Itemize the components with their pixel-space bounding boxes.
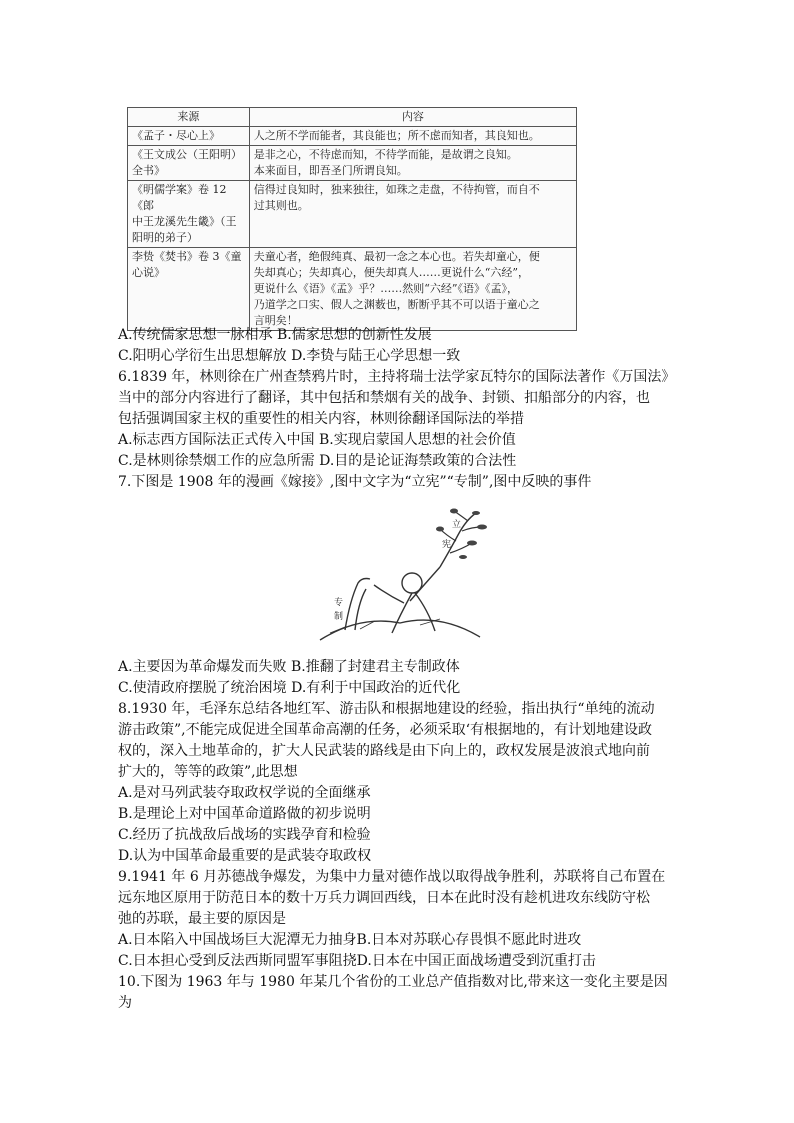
q10-stem-line-1: 10.下图为 1963 年与 1980 年某几个省份的工业总产值指数对比,带来这一变化主要是因 — [118, 974, 668, 990]
q5-options-ab: A.传统儒家思想一脉相承 B.儒家思想的创新性发展 — [118, 327, 432, 343]
q8-option-c: C.经历了抗战敌后战场的实践孕育和检验 — [118, 827, 371, 843]
content-cell: 夫童心者，绝假纯真、最初一念之本心也。若失却童心，便 失却真心；失却真心，便失却真人……更说什么“六经”， 更说什么《语》《孟》乎？……然则“六经”《语》《孟》， 乃道学之口实、假人之渊薮也，断断乎其不可以语于童心之 言明矣！ — [249, 248, 576, 331]
q9-options-ab: A.日本陷入中国战场巨大泥潭无力抽身B.日本对苏联心存畏惧不愿此时进攻 — [118, 932, 582, 948]
content-cell: 人之所不学而能者，其良能也；所不虑而知者，其良知也。 — [249, 127, 576, 146]
q10-stem-line-2: 为 — [118, 995, 132, 1011]
table-row — [128, 127, 577, 146]
q6-stem-line-2: 当中的部分内容进行了翻译，其中包括和禁烟有关的战争、封锁、扣船部分的内容，也 — [118, 390, 650, 406]
grafting-cartoon — [300, 505, 500, 645]
q8-stem-line-3: 权的，深入土地革命的，扩大人民武装的路线是由下向上的，政权发展是波浪式地向前 — [118, 743, 650, 759]
cartoon-label-constitution-2: 宪 — [442, 540, 452, 550]
content-cell: 是非之心，不待虑而知，不待学而能，是故谓之良知。 本来面目，即吾圣门所谓良知。 — [249, 146, 576, 181]
source-cell: 《明儒学案》卷 12《郎 中王龙溪先生畿》（王 阳明的弟子） — [128, 181, 250, 248]
source-content-table — [127, 107, 577, 331]
q7-options-cd: C.使清政府摆脱了统治困境 D.有利于中国政治的近代化 — [118, 680, 461, 696]
cartoon-label-autocracy-1: 专 — [334, 598, 344, 608]
header-content: 内容 — [249, 108, 576, 127]
q8-option-d: D.认为中国革命最重要的是武装夺取政权 — [118, 848, 372, 864]
q8-option-b: B.是理论上对中国革命道路做的初步说明 — [118, 806, 371, 822]
q8-stem-line-1: 8.1930 年，毛泽东总结各地红军、游击队和根据地建设的经验，指出执行“单纯的流动 — [118, 701, 655, 717]
q7-stem: 7.下图是 1908 年的漫画《嫁接》,图中文字为“立宪”“专制”,图中反映的事件 — [118, 474, 592, 490]
header-source: 来源 — [128, 108, 250, 127]
cartoon-label-constitution-1: 立 — [452, 520, 462, 530]
table-row — [128, 181, 577, 248]
q9-stem-line-3: 弛的苏联，最主要的原因是 — [118, 911, 286, 927]
q9-options-cd: C.日本担心受到反法西斯同盟军事阻挠D.日本在中国正面战场遭受到沉重打击 — [118, 953, 596, 969]
table-row — [128, 146, 577, 181]
source-cell: 李贽《焚书》卷 3《童 心说》 — [128, 248, 250, 331]
source-cell: 《孟子・尽心上》 — [128, 127, 250, 146]
cartoon-figure-body — [374, 567, 440, 633]
q6-options-ab: A.标志西方国际法正式传入中国 B.实现启蒙国人思想的社会价值 — [118, 432, 516, 448]
cartoon-label-autocracy-2: 制 — [334, 612, 344, 622]
q9-stem-line-2: 远东地区原用于防范日本的数十万兵力调回西线，日本在此时没有趁机进攻东线防守松 — [118, 890, 650, 906]
q8-option-a: A.是对马列武装夺取政权学说的全面继承 — [118, 785, 371, 801]
q7-options-ab: A.主要因为革命爆发而失败 B.推翻了封建君主专制政体 — [118, 659, 460, 675]
q9-stem-line-1: 9.1941 年 6 月苏德战争爆发，为集中力量对德作战以取得战争胜利，苏联将自己布置在 — [118, 869, 666, 885]
q6-options-cd: C.是林则徐禁烟工作的应急所需 D.目的是论证海禁政策的合法性 — [118, 453, 517, 469]
q6-stem-line-3: 包括强调国家主权的重要性的相关内容，林则徐翻译国际法的举措 — [118, 411, 524, 427]
source-cell: 《王文成公（王阳明） 全书》 — [128, 146, 250, 181]
table-row — [128, 248, 577, 331]
table-header-row — [128, 108, 577, 127]
q5-options-cd: C.阳明心学衍生出思想解放 D.李贽与陆王心学思想一致 — [118, 348, 461, 364]
cartoon-ground — [320, 620, 480, 640]
q8-stem-line-4: 扩大的，等等的政策”,此思想 — [118, 764, 298, 780]
q6-stem-line-1: 6.1839 年，林则徐在广州查禁鸦片时，主持将瑞士法学家瓦特尔的国际法著作《万国法》 — [118, 369, 676, 385]
q8-stem-line-2: 游击政策”,不能完成促进全国革命高潮的任务，必须采取‘有根据地的，有计划地建设政 — [118, 722, 653, 738]
content-cell: 信得过良知时，独来独往，如珠之走盘，不待拘管，而自不 过其则也。 — [249, 181, 576, 248]
